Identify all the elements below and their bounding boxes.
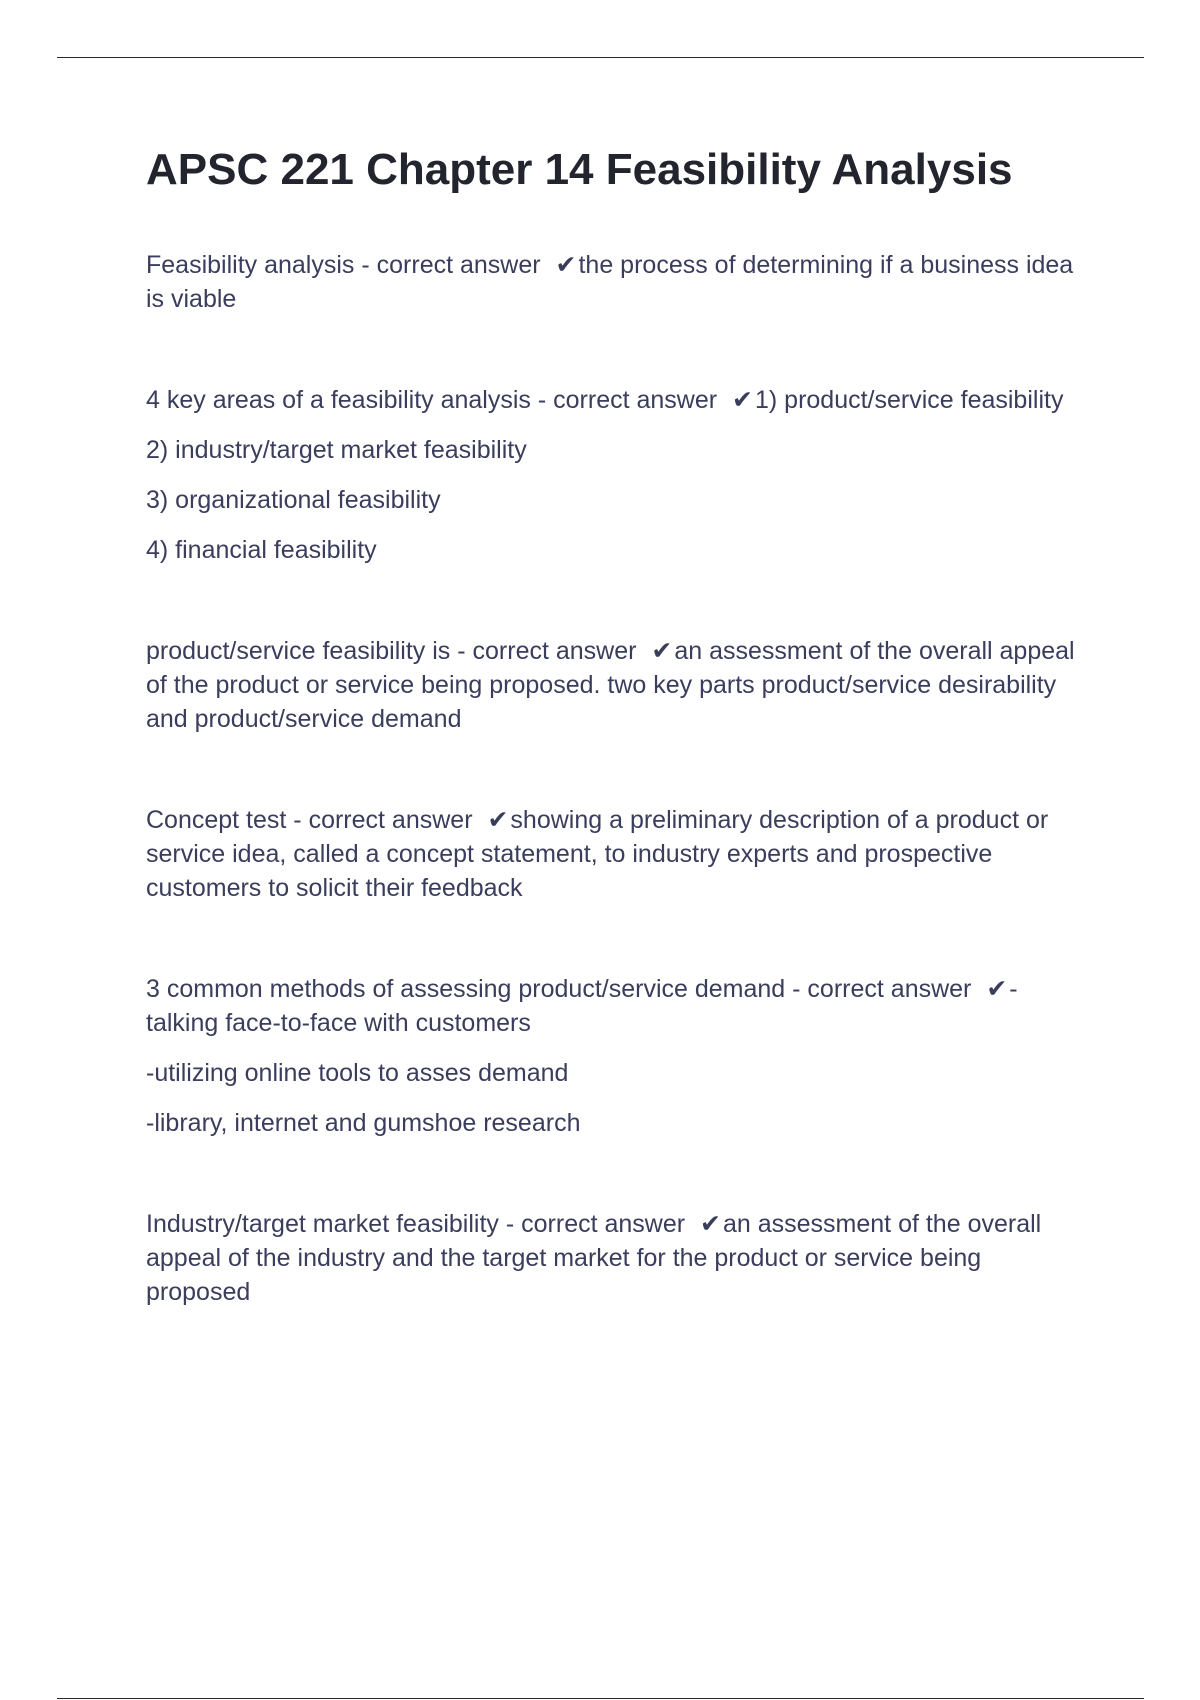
entry-answer: an assessment of the overall appeal of the product or service being proposed. two key parts product/service desirability and product/service demand <box>146 637 1075 733</box>
flashcard-entry <box>146 1207 1086 1309</box>
entry-separator: - correct answer <box>286 806 480 834</box>
flashcard-entry <box>146 383 1086 567</box>
entry-extra-line: 2) industry/target market feasibility <box>146 436 527 464</box>
entry-term: 3 common methods of assessing product/service demand <box>146 975 786 1003</box>
flashcard-entry <box>146 634 1086 736</box>
entry-term: 4 key areas of a feasibility analysis <box>146 386 531 414</box>
entry-main-line <box>146 972 1086 1040</box>
entry-main-line <box>146 248 1086 316</box>
entry-answer: -talking face-to-face with customers <box>146 975 1018 1037</box>
entry-extra-line: 3) organizational feasibility <box>146 486 441 514</box>
entry-term: Feasibility analysis <box>146 251 355 279</box>
checkmark-icon: ✔ <box>732 386 753 414</box>
bottom-divider <box>57 1698 1144 1699</box>
entry-main-line <box>146 1207 1086 1309</box>
entry-separator: - correct answer <box>785 975 979 1003</box>
entry-answer: the process of determining if a business idea is viable <box>146 251 1074 313</box>
entry-term: Concept test <box>146 806 287 834</box>
flashcard-entry <box>146 803 1086 905</box>
entry-term: product/service feasibility is <box>146 637 451 665</box>
checkmark-icon: ✔ <box>487 806 509 834</box>
entry-answer: showing a preliminary description of a product or service idea, called a concept statement, to industry experts and prospective customers to solicit their feedback <box>146 806 1049 902</box>
entry-separator: - correct answer <box>530 386 725 414</box>
entry-term: Industry/target market feasibility <box>146 1210 499 1238</box>
entry-main-line <box>146 634 1086 736</box>
entry-separator: - correct answer <box>354 251 548 279</box>
entry-extra-line: -utilizing online tools to asses demand <box>146 1059 569 1087</box>
document-content <box>146 142 1086 1376</box>
checkmark-icon: ✔ <box>555 251 577 279</box>
checkmark-icon: ✔ <box>986 975 1008 1003</box>
entry-separator: - correct answer <box>450 637 644 665</box>
top-divider <box>57 57 1144 58</box>
entry-extra-line: -library, internet and gumshoe research <box>146 1109 581 1137</box>
entry-extra-line: 4) financial feasibility <box>146 536 377 564</box>
entry-answer: an assessment of the overall appeal of the industry and the target market for the product or service being proposed <box>146 1210 1042 1306</box>
checkmark-icon: ✔ <box>700 1210 721 1238</box>
entry-main-line <box>146 803 1086 905</box>
entry-main-line <box>146 383 1086 417</box>
checkmark-icon: ✔ <box>651 637 673 665</box>
entry-answer: 1) product/service feasibility <box>754 386 1064 414</box>
entry-separator: - correct answer <box>498 1210 693 1238</box>
document-title: APSC 221 Chapter 14 Feasibility Analysis <box>146 145 1013 194</box>
flashcard-entry <box>146 248 1086 316</box>
flashcard-entry <box>146 972 1086 1140</box>
